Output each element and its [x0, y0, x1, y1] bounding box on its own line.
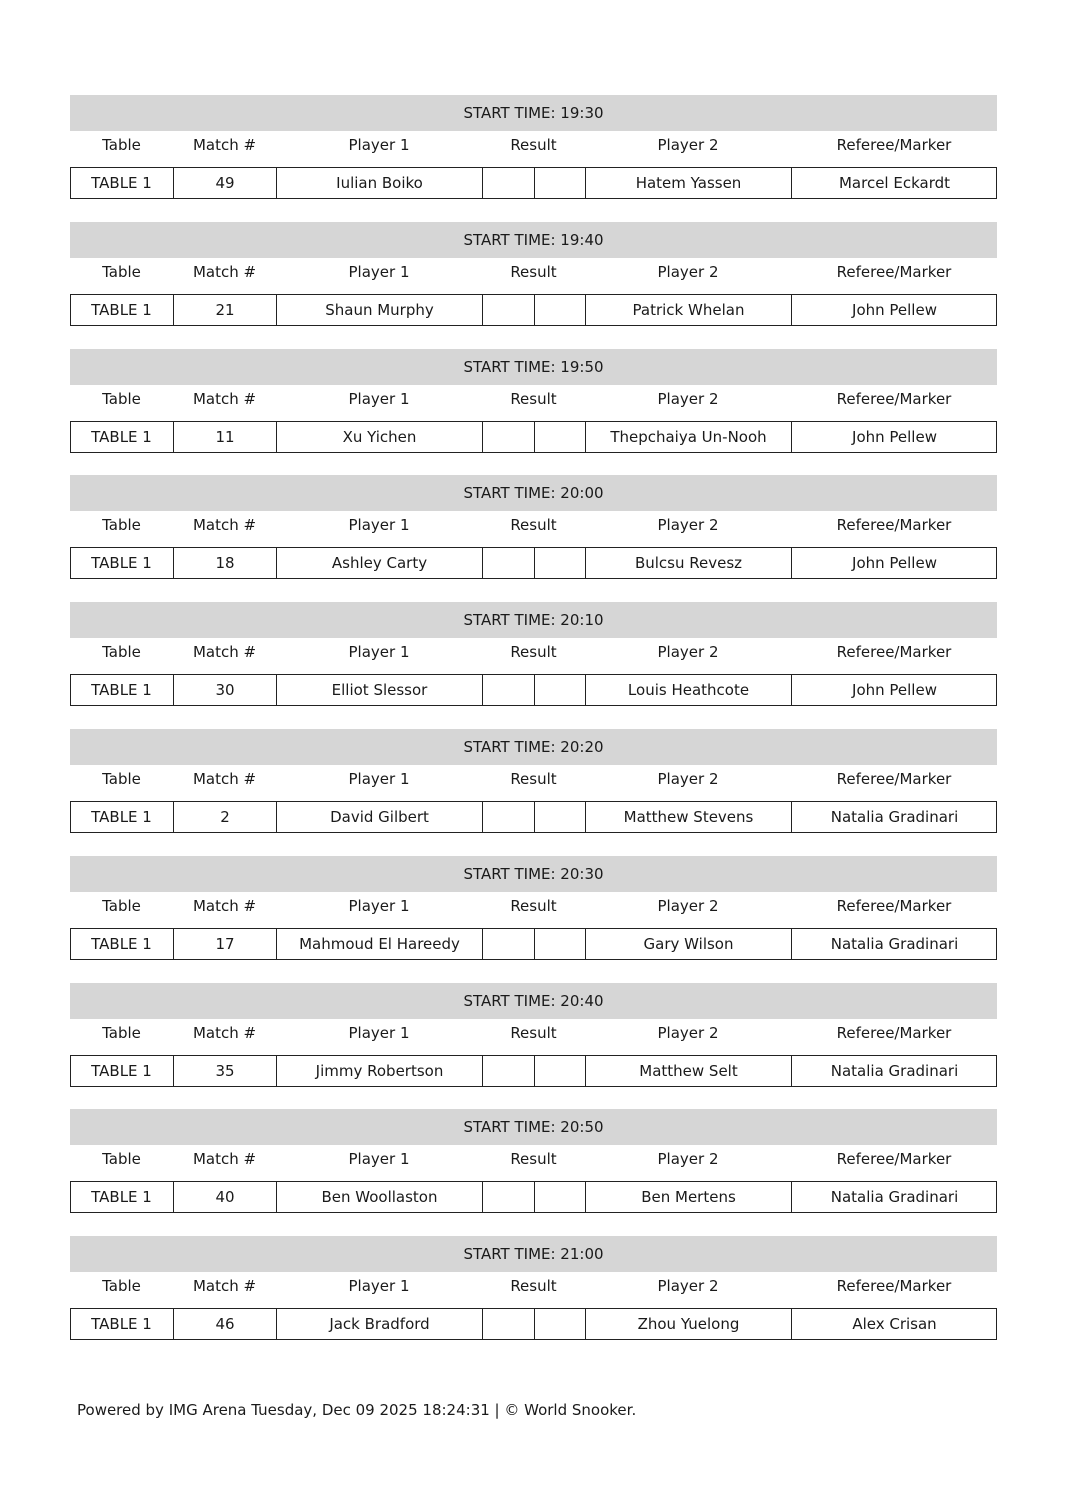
- cell-referee-marker: Natalia Gradinari: [830, 935, 959, 953]
- column-header-row: [70, 1019, 997, 1055]
- header-table: Table: [102, 770, 141, 788]
- cell-result-player-1: [483, 1056, 535, 1086]
- header-player-1: Player 1: [348, 263, 410, 281]
- cell-player-2: Gary Wilson: [586, 929, 792, 959]
- cell-result-player-1: [483, 422, 535, 452]
- cell-table: TABLE 1: [70, 1182, 174, 1212]
- header-match-number: Match #: [192, 897, 257, 915]
- session-block: [70, 602, 997, 708]
- header-table: Table: [102, 516, 141, 534]
- match-row: [70, 547, 997, 579]
- column-header-row: [70, 131, 997, 167]
- cell-player-1: David Gilbert: [277, 802, 483, 832]
- column-header-row: [70, 511, 997, 547]
- cell-table: TABLE 1: [70, 929, 174, 959]
- cell-result-player-2: [535, 168, 586, 198]
- cell-table: TABLE 1: [70, 548, 174, 578]
- session-block: [70, 475, 997, 581]
- cell-result-player-1: [483, 1182, 535, 1212]
- header-player-2: Player 2: [657, 897, 719, 915]
- cell-player-1: Jimmy Robertson: [277, 1056, 483, 1086]
- header-player-1: Player 1: [348, 897, 410, 915]
- cell-referee-marker: Natalia Gradinari: [830, 808, 959, 826]
- header-referee-marker: Referee/Marker: [836, 390, 952, 408]
- header-table: Table: [102, 263, 141, 281]
- cell-player-1: Elliot Slessor: [277, 675, 483, 705]
- column-header-row: [70, 1272, 997, 1308]
- start-time-banner: START TIME: 20:30: [70, 856, 997, 892]
- cell-result-player-1: [483, 675, 535, 705]
- cell-result-player-2: [535, 1309, 586, 1339]
- header-match-number: Match #: [192, 1277, 257, 1295]
- header-player-1: Player 1: [348, 1150, 410, 1168]
- header-player-2: Player 2: [657, 770, 719, 788]
- header-player-2: Player 2: [657, 1277, 719, 1295]
- match-row: [70, 1055, 997, 1087]
- session-block: [70, 95, 997, 201]
- cell-referee-marker: John Pellew: [852, 554, 937, 572]
- header-player-2: Player 2: [657, 136, 719, 154]
- header-referee-marker: Referee/Marker: [836, 897, 952, 915]
- header-match-number: Match #: [192, 263, 257, 281]
- column-header-row: [70, 638, 997, 674]
- cell-referee-marker: John Pellew: [852, 301, 937, 319]
- header-table: Table: [102, 897, 141, 915]
- header-referee-marker: Referee/Marker: [836, 1150, 952, 1168]
- cell-player-1: Shaun Murphy: [277, 295, 483, 325]
- header-referee-marker: Referee/Marker: [836, 136, 952, 154]
- header-referee-marker: Referee/Marker: [836, 516, 952, 534]
- start-time-banner: START TIME: 20:50: [70, 1109, 997, 1145]
- cell-match-number: 18: [174, 548, 277, 578]
- cell-result-player-2: [535, 675, 586, 705]
- header-result: Result: [510, 643, 557, 661]
- header-referee-marker: Referee/Marker: [836, 263, 952, 281]
- start-time-banner: START TIME: 20:10: [70, 602, 997, 638]
- start-time-banner: START TIME: 20:00: [70, 475, 997, 511]
- cell-player-1: Ashley Carty: [277, 548, 483, 578]
- cell-match-number: 35: [174, 1056, 277, 1086]
- session-block: [70, 856, 997, 962]
- match-row: [70, 167, 997, 199]
- start-time-banner: START TIME: 21:00: [70, 1236, 997, 1272]
- header-match-number: Match #: [192, 643, 257, 661]
- cell-table: TABLE 1: [70, 295, 174, 325]
- cell-match-number: 11: [174, 422, 277, 452]
- header-table: Table: [102, 1024, 141, 1042]
- cell-table: TABLE 1: [70, 168, 174, 198]
- header-player-1: Player 1: [348, 1024, 410, 1042]
- match-row: [70, 674, 997, 706]
- footer-credit: Powered by IMG Arena Tuesday, Dec 09 2025 18:24:31 | © World Snooker.: [77, 1401, 637, 1419]
- cell-player-1: Xu Yichen: [277, 422, 483, 452]
- cell-result-player-1: [483, 548, 535, 578]
- cell-referee-marker: Marcel Eckardt: [838, 174, 951, 192]
- session-block: [70, 349, 997, 455]
- match-row: [70, 1308, 997, 1340]
- header-table: Table: [102, 643, 141, 661]
- cell-result-player-2: [535, 548, 586, 578]
- header-result: Result: [510, 1277, 557, 1295]
- cell-table: TABLE 1: [70, 675, 174, 705]
- header-result: Result: [510, 897, 557, 915]
- header-result: Result: [510, 1150, 557, 1168]
- cell-player-2: Zhou Yuelong: [586, 1309, 792, 1339]
- header-result: Result: [510, 1024, 557, 1042]
- column-header-row: [70, 892, 997, 928]
- header-match-number: Match #: [192, 1150, 257, 1168]
- start-time-banner: START TIME: 20:20: [70, 729, 997, 765]
- header-player-1: Player 1: [348, 1277, 410, 1295]
- cell-result-player-1: [483, 168, 535, 198]
- header-table: Table: [102, 136, 141, 154]
- header-table: Table: [102, 1150, 141, 1168]
- column-header-row: [70, 1145, 997, 1181]
- header-table: Table: [102, 390, 141, 408]
- header-match-number: Match #: [192, 770, 257, 788]
- match-row: [70, 294, 997, 326]
- cell-player-2: Thepchaiya Un-Nooh: [586, 422, 792, 452]
- cell-table: TABLE 1: [70, 422, 174, 452]
- cell-match-number: 30: [174, 675, 277, 705]
- header-player-2: Player 2: [657, 263, 719, 281]
- header-result: Result: [510, 390, 557, 408]
- header-result: Result: [510, 263, 557, 281]
- column-header-row: [70, 385, 997, 421]
- header-player-2: Player 2: [657, 1024, 719, 1042]
- cell-player-1: Ben Woollaston: [277, 1182, 483, 1212]
- cell-table: TABLE 1: [70, 802, 174, 832]
- column-header-row: [70, 258, 997, 294]
- header-player-1: Player 1: [348, 390, 410, 408]
- cell-player-2: Bulcsu Revesz: [586, 548, 792, 578]
- cell-referee-marker: John Pellew: [852, 681, 937, 699]
- header-player-2: Player 2: [657, 643, 719, 661]
- header-match-number: Match #: [192, 136, 257, 154]
- cell-result-player-2: [535, 422, 586, 452]
- cell-referee-marker: Natalia Gradinari: [830, 1188, 959, 1206]
- header-result: Result: [510, 770, 557, 788]
- header-player-2: Player 2: [657, 390, 719, 408]
- cell-referee-marker: Alex Crisan: [852, 1315, 937, 1333]
- cell-player-2: Matthew Selt: [586, 1056, 792, 1086]
- cell-player-2: Louis Heathcote: [586, 675, 792, 705]
- cell-result-player-2: [535, 1182, 586, 1212]
- header-player-1: Player 1: [348, 643, 410, 661]
- cell-player-1: Mahmoud El Hareedy: [277, 929, 483, 959]
- cell-table: TABLE 1: [70, 1056, 174, 1086]
- cell-match-number: 2: [174, 802, 277, 832]
- column-header-row: [70, 765, 997, 801]
- cell-match-number: 21: [174, 295, 277, 325]
- session-block: [70, 729, 997, 835]
- session-block: [70, 1236, 997, 1342]
- cell-match-number: 49: [174, 168, 277, 198]
- cell-result-player-2: [535, 1056, 586, 1086]
- cell-result-player-2: [535, 295, 586, 325]
- match-row: [70, 421, 997, 453]
- cell-referee-marker: John Pellew: [852, 428, 937, 446]
- header-match-number: Match #: [192, 390, 257, 408]
- header-referee-marker: Referee/Marker: [836, 770, 952, 788]
- header-player-2: Player 2: [657, 1150, 719, 1168]
- match-row: [70, 928, 997, 960]
- header-result: Result: [510, 136, 557, 154]
- cell-match-number: 17: [174, 929, 277, 959]
- cell-result-player-2: [535, 929, 586, 959]
- cell-result-player-1: [483, 1309, 535, 1339]
- match-row: [70, 801, 997, 833]
- session-block: [70, 222, 997, 328]
- match-row: [70, 1181, 997, 1213]
- session-block: [70, 1109, 997, 1215]
- cell-table: TABLE 1: [70, 1309, 174, 1339]
- cell-match-number: 46: [174, 1309, 277, 1339]
- header-player-2: Player 2: [657, 516, 719, 534]
- cell-result-player-1: [483, 295, 535, 325]
- cell-player-2: Matthew Stevens: [586, 802, 792, 832]
- header-referee-marker: Referee/Marker: [836, 1024, 952, 1042]
- start-time-banner: START TIME: 19:30: [70, 95, 997, 131]
- cell-referee-marker: Natalia Gradinari: [830, 1062, 959, 1080]
- cell-result-player-1: [483, 929, 535, 959]
- header-table: Table: [102, 1277, 141, 1295]
- start-time-banner: START TIME: 19:50: [70, 349, 997, 385]
- header-player-1: Player 1: [348, 770, 410, 788]
- cell-player-1: Jack Bradford: [277, 1309, 483, 1339]
- header-match-number: Match #: [192, 1024, 257, 1042]
- header-referee-marker: Referee/Marker: [836, 1277, 952, 1295]
- cell-match-number: 40: [174, 1182, 277, 1212]
- header-match-number: Match #: [192, 516, 257, 534]
- cell-player-2: Patrick Whelan: [586, 295, 792, 325]
- cell-result-player-1: [483, 802, 535, 832]
- cell-player-1: Iulian Boiko: [277, 168, 483, 198]
- start-time-banner: START TIME: 19:40: [70, 222, 997, 258]
- cell-player-2: Ben Mertens: [586, 1182, 792, 1212]
- header-referee-marker: Referee/Marker: [836, 643, 952, 661]
- start-time-banner: START TIME: 20:40: [70, 983, 997, 1019]
- cell-result-player-2: [535, 802, 586, 832]
- header-player-1: Player 1: [348, 136, 410, 154]
- cell-player-2: Hatem Yassen: [586, 168, 792, 198]
- header-player-1: Player 1: [348, 516, 410, 534]
- header-result: Result: [510, 516, 557, 534]
- session-block: [70, 983, 997, 1089]
